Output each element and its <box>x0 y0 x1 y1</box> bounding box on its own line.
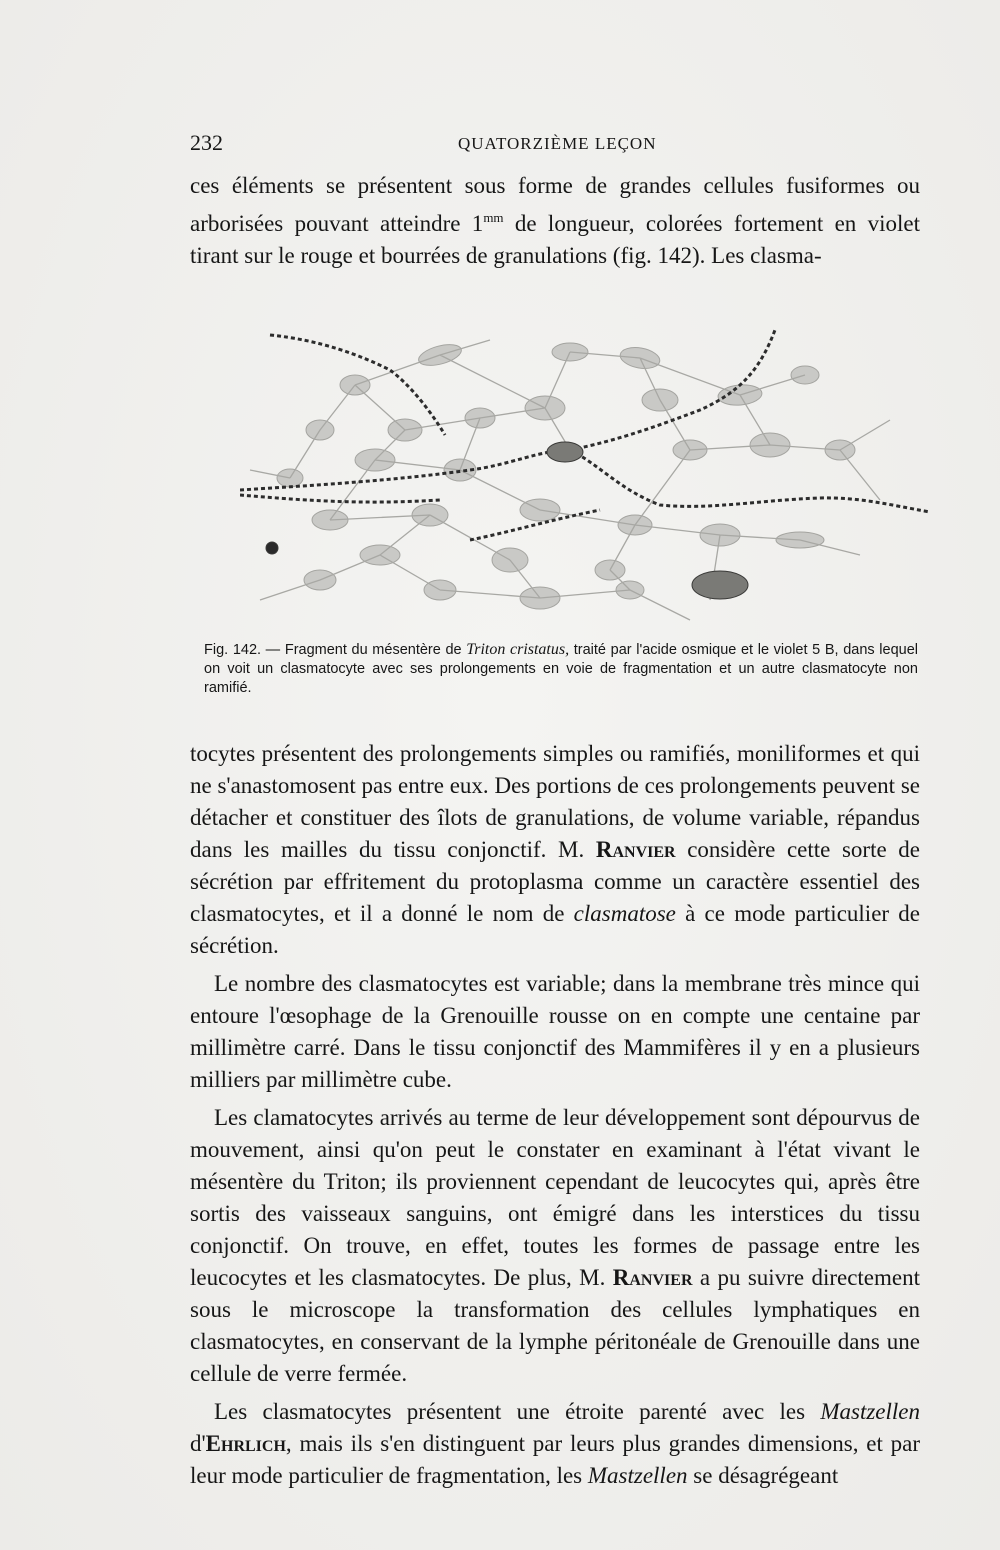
caption-text: traité par l'acide osmique et le violet 5 B, dans lequel on voit un clasmatocyte avec ses prolongements en voie de fragmentation et un autre clasmatocyte non ramifié. <box>204 642 919 696</box>
paragraph-4-text-a: Les clasmatocytes présentent une étroite parenté avec les <box>214 1399 821 1424</box>
italic-term: clasmatose <box>573 901 676 926</box>
paragraph-3-text-a: Les clamatocytes arrivés au terme de leur développement sont dépourvus de mouvement, ainsi qu'on peut le constater en examinant à l'état vivant le mésentère du Triton; ils proviennent cependant de leucocytes qui, après être sortis des vaisseaux sanguins, ont émigré dans les interstices du tissu conjonctif. On trouve, en effet, toutes les formes de passage entre les leucocytes et les clasmatocytes. De plus, M. <box>190 1105 920 1290</box>
caption-species: Triton cristatus, <box>466 641 570 658</box>
running-head: QUATORZIÈME LEÇON <box>458 134 657 153</box>
author-name: Ranvier <box>612 1265 693 1290</box>
figure-caption <box>204 640 918 698</box>
paragraph-3-text-b: a pu suivre directement sous le microscope la transformation des cellules lymphatiques en clasmatocytes, en conservant de la lymphe péritonéale de Grenouille dans une cellule de verre fermée. <box>190 1265 920 1386</box>
paragraph-1 <box>190 738 920 962</box>
page-header <box>190 130 920 160</box>
unit-superscript: mm <box>483 210 504 225</box>
figure-142-illustration <box>240 300 930 635</box>
paragraph-4-text-b: d' <box>190 1431 206 1456</box>
paragraph-1-text-a: tocytes présentent des prolongements simples ou ramifiés, moniliformes et qui ne s'anastomosent pas entre eux. Des portions de ces prolongements peuvent se détacher et constituer des îlots de granulations, de volume variable, répandus dans les mailles du tissu conjonctif. M. <box>190 741 920 862</box>
paragraph-4-text-d: se désagrégeant <box>687 1463 839 1488</box>
italic-term: Mastzellen <box>820 1399 920 1424</box>
page-number: 232 <box>190 130 223 155</box>
mesentery-drawing <box>240 300 930 635</box>
main-text <box>190 738 920 1492</box>
paragraph-4 <box>190 1396 920 1492</box>
top-paragraph-text-1: ces éléments se présentent sous forme de grandes cellules fusiformes ou arborisées pouvant atteindre 1 <box>190 173 920 236</box>
author-name: Ranvier <box>595 837 676 862</box>
caption-label: Fig. 142. — Fragment du mésentère de <box>204 642 467 658</box>
author-name: Ehrlich <box>205 1431 286 1456</box>
paragraph-3 <box>190 1102 920 1390</box>
paragraph-1-text-b: considère cette sorte de sécrétion par effritement du protoplasma comme un caractère essentiel des clasmatocytes, et il a donné le nom de <box>190 837 920 926</box>
italic-term: Mastzellen <box>587 1463 688 1488</box>
paragraph-2: Le nombre des clasmatocytes est variable; dans la membrane très mince qui entoure l'œsophage de la Grenouille rousse on en compte une centaine par millimètre carré. Dans le tissu conjonctif des Mammifères il y en a plusieurs milliers par millimètre cube. <box>190 971 920 1092</box>
paragraph-4-text-c: , mais ils s'en distinguent par leurs plus grandes dimensions, et par leur mode particulier de fragmentation, les <box>190 1431 920 1488</box>
paragraph-1-text-c: à ce mode particulier de sécrétion. <box>190 901 921 958</box>
top-paragraph-text-2: de longueur, colorées fortement en violet tirant sur le rouge et bourrées de granulations (fig. 142). Les clasma- <box>190 211 920 268</box>
top-paragraph <box>190 170 920 272</box>
